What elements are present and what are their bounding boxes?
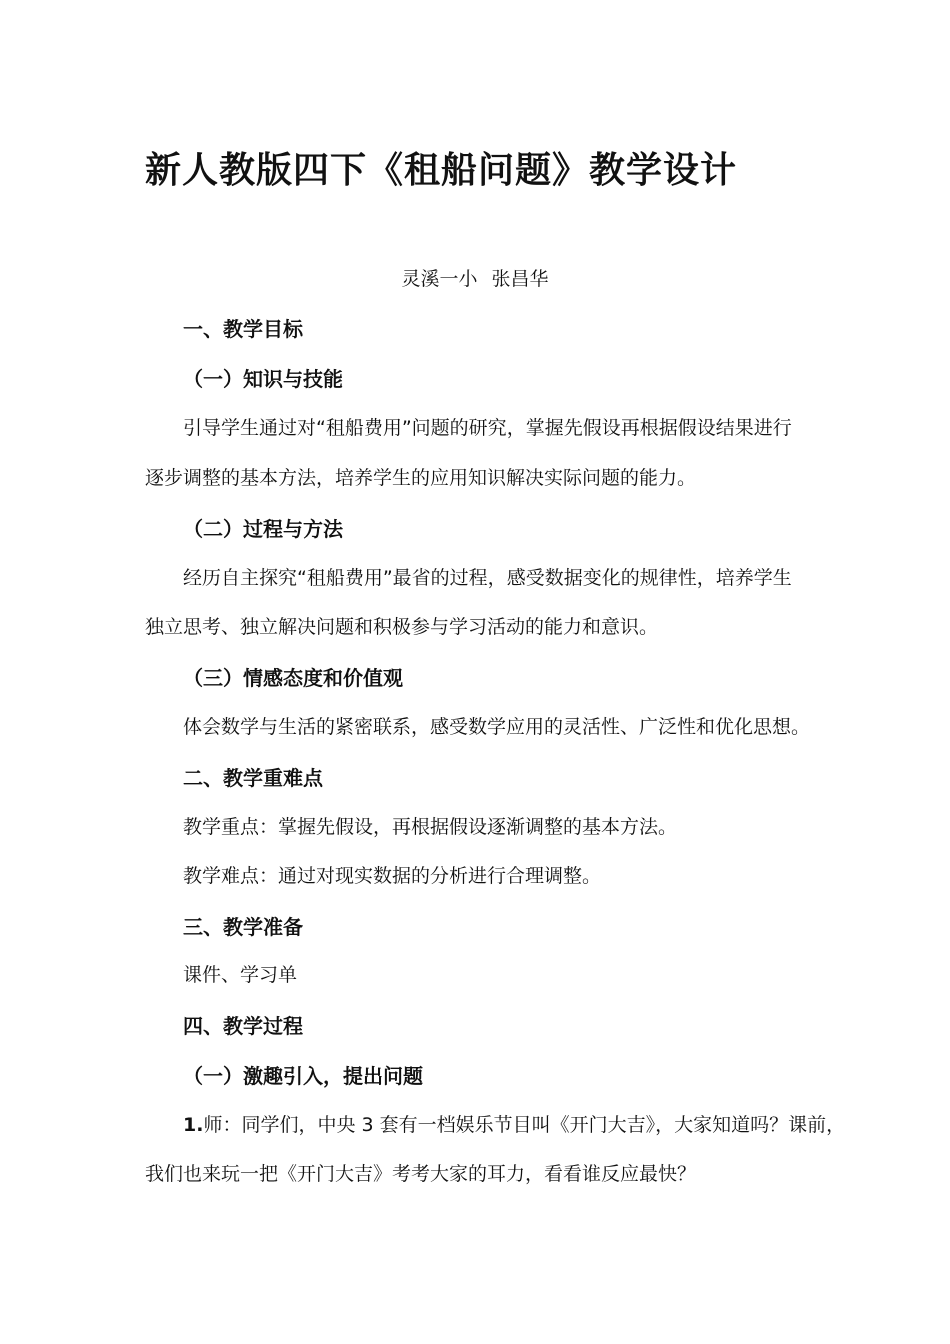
paragraph-line: 独立思考、独立解决问题和积极参与学习活动的能力和意识。	[145, 616, 659, 638]
paragraph-line: 逐步调整的基本方法，培养学生的应用知识解决实际问题的能力。	[145, 467, 697, 489]
subheading-knowledge-skills: （一）知识与技能	[183, 367, 343, 391]
paragraph-line: 体会数学与生活的紧密联系，感受数学应用的灵活性、广泛性和优化思想。	[183, 716, 811, 738]
paragraph-line: 引导学生通过对“租船费用”问题的研究，掌握先假设再根据假设结果进行	[183, 417, 792, 439]
paragraph-teaching-focus: 教学重点：掌握先假设，再根据假设逐渐调整的基本方法。	[183, 816, 678, 838]
section-heading-preparation: 三、教学准备	[183, 915, 303, 939]
paragraph-line: 经历自主探究“租船费用”最省的过程，感受数据变化的规律性，培养学生	[183, 567, 792, 589]
paragraph-preparation-items: 课件、学习单	[183, 964, 298, 986]
numbered-paragraph-line	[183, 1110, 845, 1137]
section-heading-objectives: 一、教学目标	[183, 317, 303, 341]
subheading-attitudes-values: （三）情感态度和价值观	[183, 666, 403, 690]
document-title: 新人教版四下《租船问题》教学设计	[145, 150, 738, 191]
item-number: 1.	[183, 1114, 204, 1136]
paragraph-line: 我们也来玩一把《开门大吉》考考大家的耳力，看看谁反应最快？	[145, 1163, 697, 1185]
subheading-process-methods: （二）过程与方法	[183, 517, 343, 541]
item-text: 师：同学们，中央 3 套有一档娱乐节目叫《开门大吉》，大家知道吗？课前，	[203, 1114, 846, 1136]
subheading-introduction: （一）激趣引入，提出问题	[183, 1064, 423, 1088]
section-heading-process: 四、教学过程	[183, 1014, 303, 1038]
author-line: 灵溪一小 张昌华	[401, 268, 549, 290]
section-heading-key-points: 二、教学重难点	[183, 766, 323, 790]
paragraph-teaching-difficulty: 教学难点：通过对现实数据的分析进行合理调整。	[183, 865, 602, 887]
